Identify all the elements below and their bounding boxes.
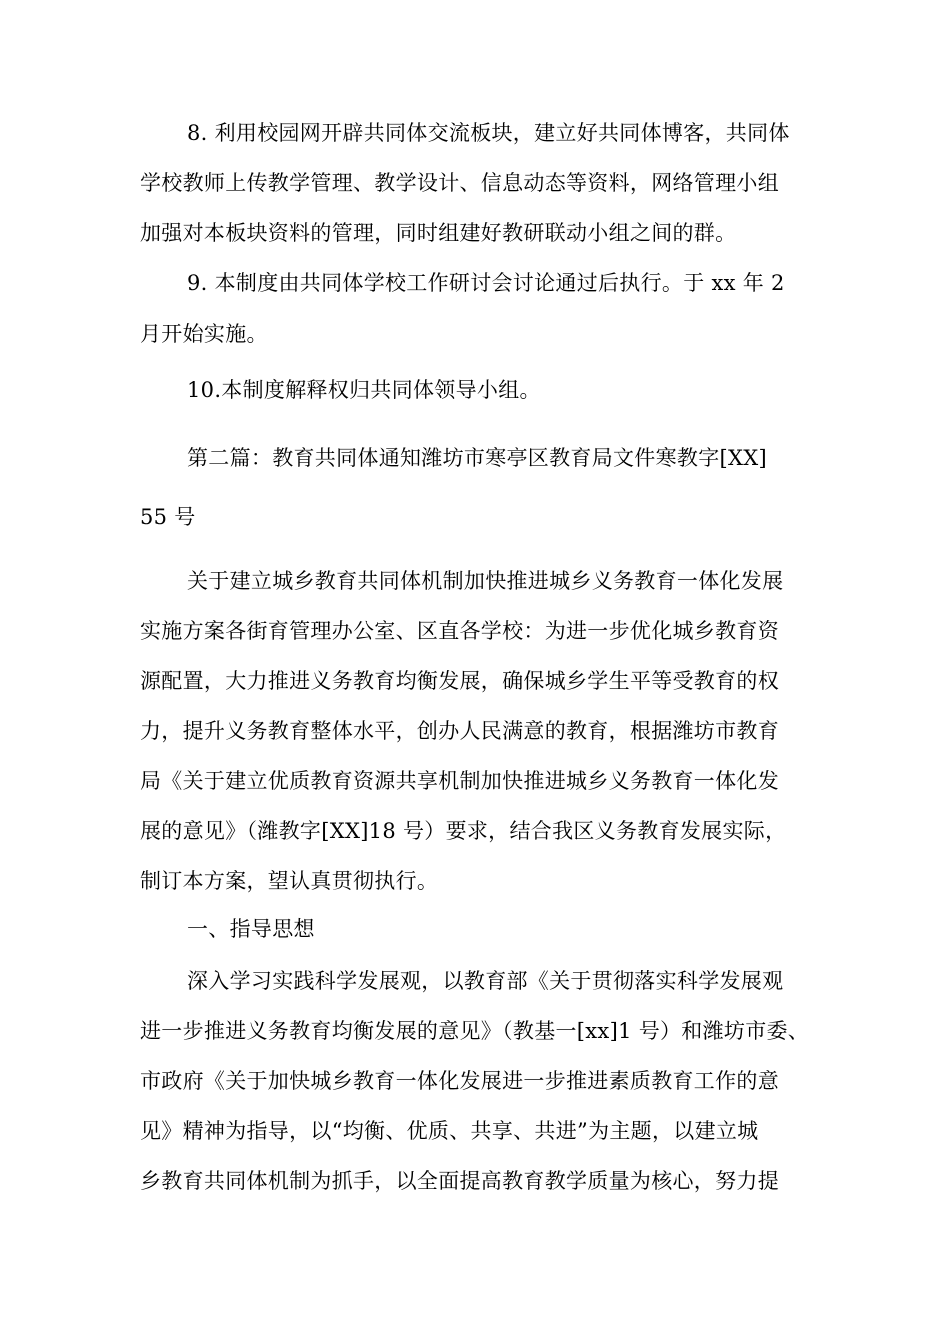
guiding-paragraph-line-4: 见》精神为指导，以“均衡、优质、共享、共进”为主题，以建立城 xyxy=(140,1119,759,1143)
section-heading-line-1: 第二篇：教育共同体通知潍坊市寒亭区教育局文件寒教字[XX] xyxy=(187,446,767,470)
paragraph-8-line-1: 8. 利用校园网开辟共同体交流板块，建立好共同体博客，共同体 xyxy=(187,121,790,145)
notice-paragraph-line-1: 关于建立城乡教育共同体机制加快推进城乡义务教育一体化发展 xyxy=(187,569,784,593)
paragraph-8-line-3: 加强对本板块资料的管理，同时组建好教研联动小组之间的群。 xyxy=(140,221,737,245)
guiding-paragraph-line-2: 进一步推进义务教育均衡发展的意见》（教基一[xx]1 号）和潍坊市委、 xyxy=(140,1019,810,1043)
notice-paragraph-line-6: 展的意见》（潍教字[XX]18 号）要求，结合我区义务教育发展实际， xyxy=(140,819,787,843)
guiding-paragraph-line-1: 深入学习实践科学发展观，以教育部《关于贯彻落实科学发展观 xyxy=(187,969,784,993)
section-heading-line-2: 55 号 xyxy=(140,505,196,529)
notice-paragraph-line-3: 源配置，大力推进义务教育均衡发展，确保城乡学生平等受教育的权 xyxy=(140,669,779,693)
subheading-guiding-ideology: 一、指导思想 xyxy=(187,917,315,941)
paragraph-9-line-1: 9. 本制度由共同体学校工作研讨会讨论通过后执行。于 xx 年 2 xyxy=(187,271,785,295)
guiding-paragraph-line-3: 市政府《关于加快城乡教育一体化发展进一步推进素质教育工作的意 xyxy=(140,1069,779,1093)
guiding-paragraph-line-5: 乡教育共同体机制为抓手，以全面提高教育教学质量为核心，努力提 xyxy=(140,1169,779,1193)
notice-paragraph-line-2: 实施方案各街育管理办公室、区直各学校：为进一步优化城乡教育资 xyxy=(140,619,779,643)
notice-paragraph-line-5: 局《关于建立优质教育资源共享机制加快推进城乡义务教育一体化发 xyxy=(140,769,779,793)
paragraph-8-line-2: 学校教师上传教学管理、教学设计、信息动态等资料，网络管理小组 xyxy=(140,171,779,195)
paragraph-9-line-2: 月开始实施。 xyxy=(140,322,268,346)
notice-paragraph-line-7: 制订本方案，望认真贯彻执行。 xyxy=(140,869,439,893)
paragraph-10: 10.本制度解释权归共同体领导小组。 xyxy=(187,378,541,402)
notice-paragraph-line-4: 力，提升义务教育整体水平，创办人民满意的教育，根据潍坊市教育 xyxy=(140,719,779,743)
